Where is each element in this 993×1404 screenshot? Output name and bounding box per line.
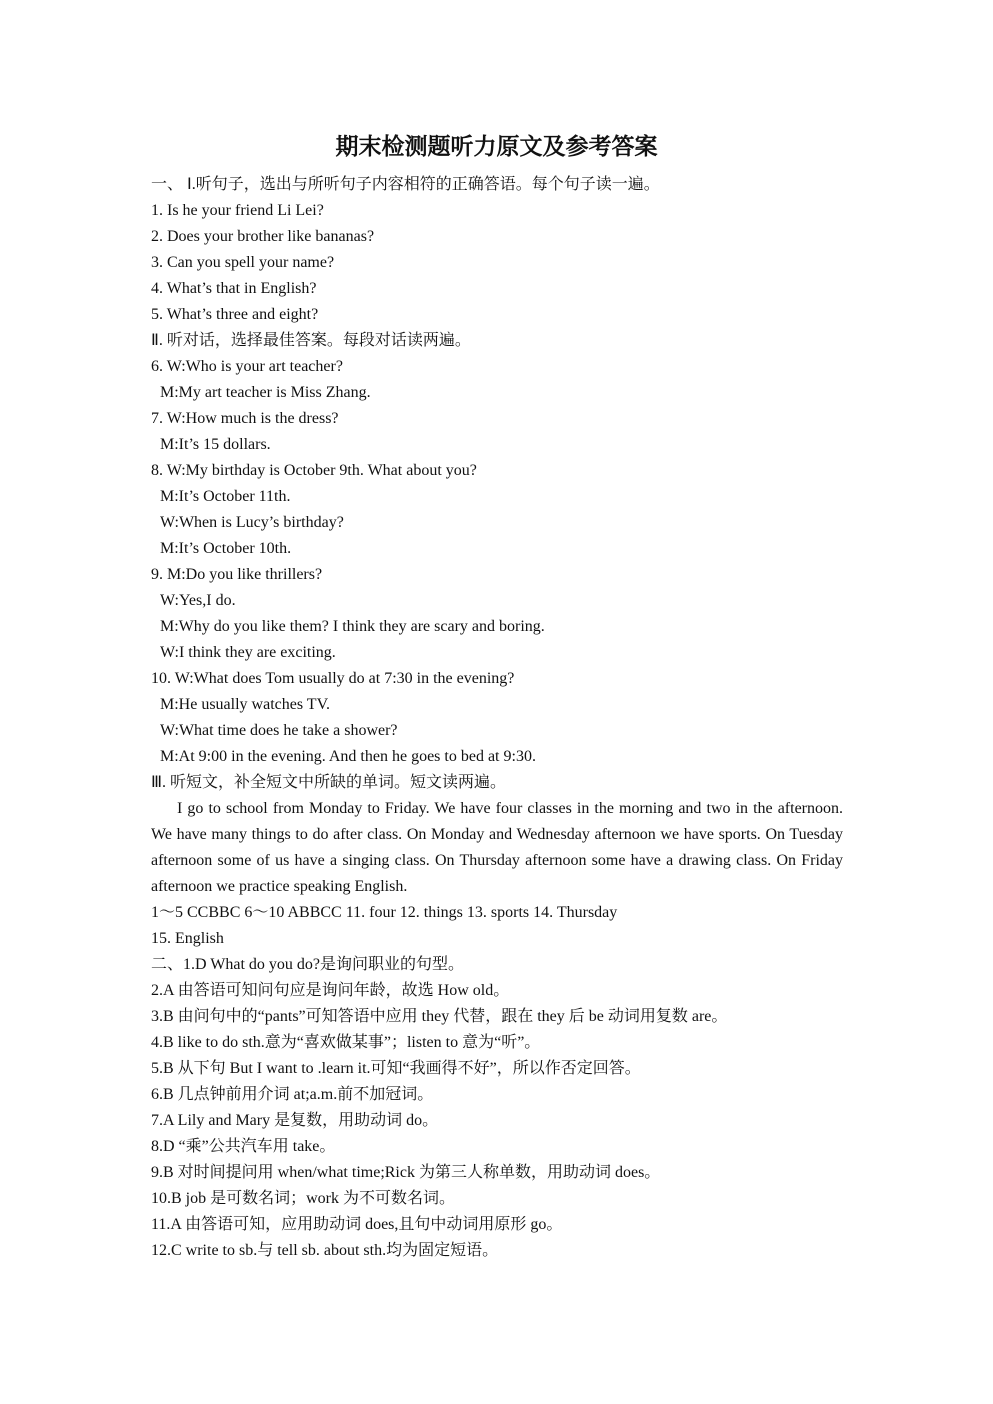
text-line: W:Yes,I do. bbox=[160, 592, 236, 609]
answer-line: 6.B 几点钟前用介词 at;a.m.前不加冠词。 bbox=[151, 1086, 434, 1103]
text-line: M:It’s October 11th. bbox=[160, 488, 291, 505]
answer-line: 二、1.D What do you do?是询问职业的句型。 bbox=[151, 956, 465, 973]
text-line: 5. What’s three and eight? bbox=[151, 306, 319, 323]
answer-line: 1～5 CCBBC 6～10 ABBCC 11. four 12. things 13. sports 14. Thursday bbox=[151, 904, 618, 921]
answer-line: 4.B like to do sth.意为“喜欢做某事”；listen to 意为“听”。 bbox=[151, 1034, 541, 1051]
text-line: W:I think they are exciting. bbox=[160, 644, 336, 661]
text-line: 6. W:Who is your art teacher? bbox=[151, 358, 343, 375]
answer-line: 9.B 对时间提问用 when/what time;Rick 为第三人称单数，用助动词 does。 bbox=[151, 1164, 661, 1181]
text-line: Ⅱ. 听对话，选择最佳答案。每段对话读两遍。 bbox=[151, 332, 471, 349]
text-line: Ⅲ. 听短文，补全短文中所缺的单词。短文读两遍。 bbox=[151, 774, 507, 791]
answer-line: 5.B 从下句 But I want to .learn it.可知“我画得不好”，所以作否定回答。 bbox=[151, 1060, 641, 1077]
text-line: W:When is Lucy’s birthday? bbox=[160, 514, 344, 531]
answer-key bbox=[151, 900, 843, 1264]
listening-script bbox=[151, 172, 843, 796]
answer-line: 15. English bbox=[151, 930, 224, 947]
text-line: 2. Does your brother like bananas? bbox=[151, 228, 375, 245]
text-line: M:He usually watches TV. bbox=[160, 696, 331, 713]
answer-line: 3.B 由问句中的“pants”可知答语中应用 they 代替，跟在 they 后 be 动词用复数 are。 bbox=[151, 1008, 728, 1025]
answer-line: 11.A 由答语可知，应用助动词 does,且句中动词用原形 go。 bbox=[151, 1216, 563, 1233]
text-line: M:Why do you like them? I think they are scary and boring. bbox=[160, 618, 545, 635]
answer-line: 7.A Lily and Mary 是复数，用助动词 do。 bbox=[151, 1112, 439, 1129]
answer-line: 2.A 由答语可知问句应是询问年龄，故选 How old。 bbox=[151, 982, 510, 999]
page-title: 期末检测题听力原文及参考答案 bbox=[335, 134, 658, 160]
text-line: W:What time does he take a shower? bbox=[160, 722, 398, 739]
document-body bbox=[151, 172, 843, 1264]
answer-line: 8.D “乘”公共汽车用 take。 bbox=[151, 1138, 336, 1155]
answer-line: 12.C write to sb.与 tell sb. about sth.均为固定短语。 bbox=[151, 1242, 499, 1259]
text-line: 9. M:Do you like thrillers? bbox=[151, 566, 323, 583]
text-line: M:It’s October 10th. bbox=[160, 540, 292, 557]
passage-paragraph: I go to school from Monday to Friday. We have four classes in the morning and two in the afternoon. We have many things to do after class. On Monday and Wednesday afternoon we have sports. On Tuesday afternoon some of us have a singing class. On Thursday afternoon some have a drawing class. On Friday afternoon we practice speaking English. bbox=[151, 800, 843, 895]
text-line: 7. W:How much is the dress? bbox=[151, 410, 339, 427]
text-line: 一、 Ⅰ.听句子，选出与所听句子内容相符的正确答语。每个句子读一遍。 bbox=[151, 176, 660, 193]
text-line: 3. Can you spell your name? bbox=[151, 254, 335, 271]
text-line: 1. Is he your friend Li Lei? bbox=[151, 202, 324, 219]
text-line: 8. W:My birthday is October 9th. What about you? bbox=[151, 462, 477, 479]
text-line: M:At 9:00 in the evening. And then he goes to bed at 9:30. bbox=[160, 748, 536, 765]
answer-line: 10.B job 是可数名词；work 为不可数名词。 bbox=[151, 1190, 456, 1207]
text-line: M:It’s 15 dollars. bbox=[160, 436, 271, 453]
text-line: 4. What’s that in English? bbox=[151, 280, 317, 297]
text-line: 10. W:What does Tom usually do at 7:30 in the evening? bbox=[151, 670, 515, 687]
text-line: M:My art teacher is Miss Zhang. bbox=[160, 384, 371, 401]
